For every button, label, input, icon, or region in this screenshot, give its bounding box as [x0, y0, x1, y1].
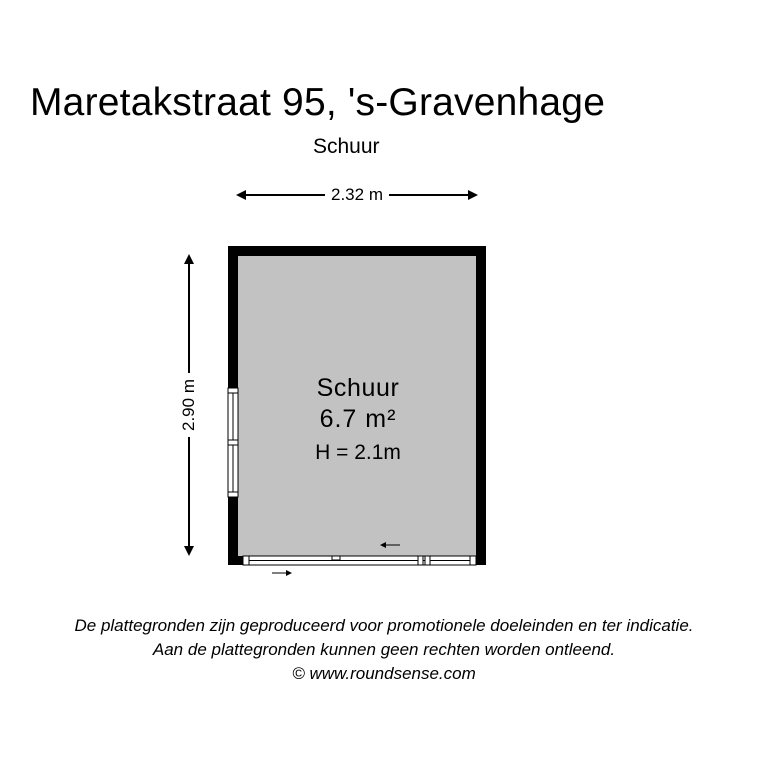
floor-label: Schuur [313, 135, 380, 158]
room-height: H = 2.1m [315, 441, 401, 464]
page-title: Maretakstraat 95, 's-Gravenhage [30, 81, 606, 124]
wall-bottom-left [228, 556, 243, 565]
depth-dimension-label: 2.90 m [178, 373, 200, 437]
wall-right [476, 246, 486, 565]
room-area: 6.7 m² [319, 405, 397, 433]
copyright-link[interactable]: © www.roundsense.com [292, 664, 476, 683]
room-name: Schuur [316, 374, 400, 402]
slide-right-arrow-icon [272, 570, 292, 576]
window-left [228, 388, 238, 497]
wall-top [228, 246, 486, 256]
disclaimer-line-2: Aan de plattegronden kunnen geen rechten worden ontleend. [152, 640, 616, 659]
disclaimer-line-1: De plattegronden zijn geproduceerd voor promotionele doeleinden en ter indicatie. [74, 616, 694, 635]
wall-left-upper [228, 246, 238, 388]
wall-left-lower [228, 497, 238, 565]
sliding-door-bottom [243, 556, 476, 565]
width-dimension-label: 2.32 m [325, 182, 389, 208]
